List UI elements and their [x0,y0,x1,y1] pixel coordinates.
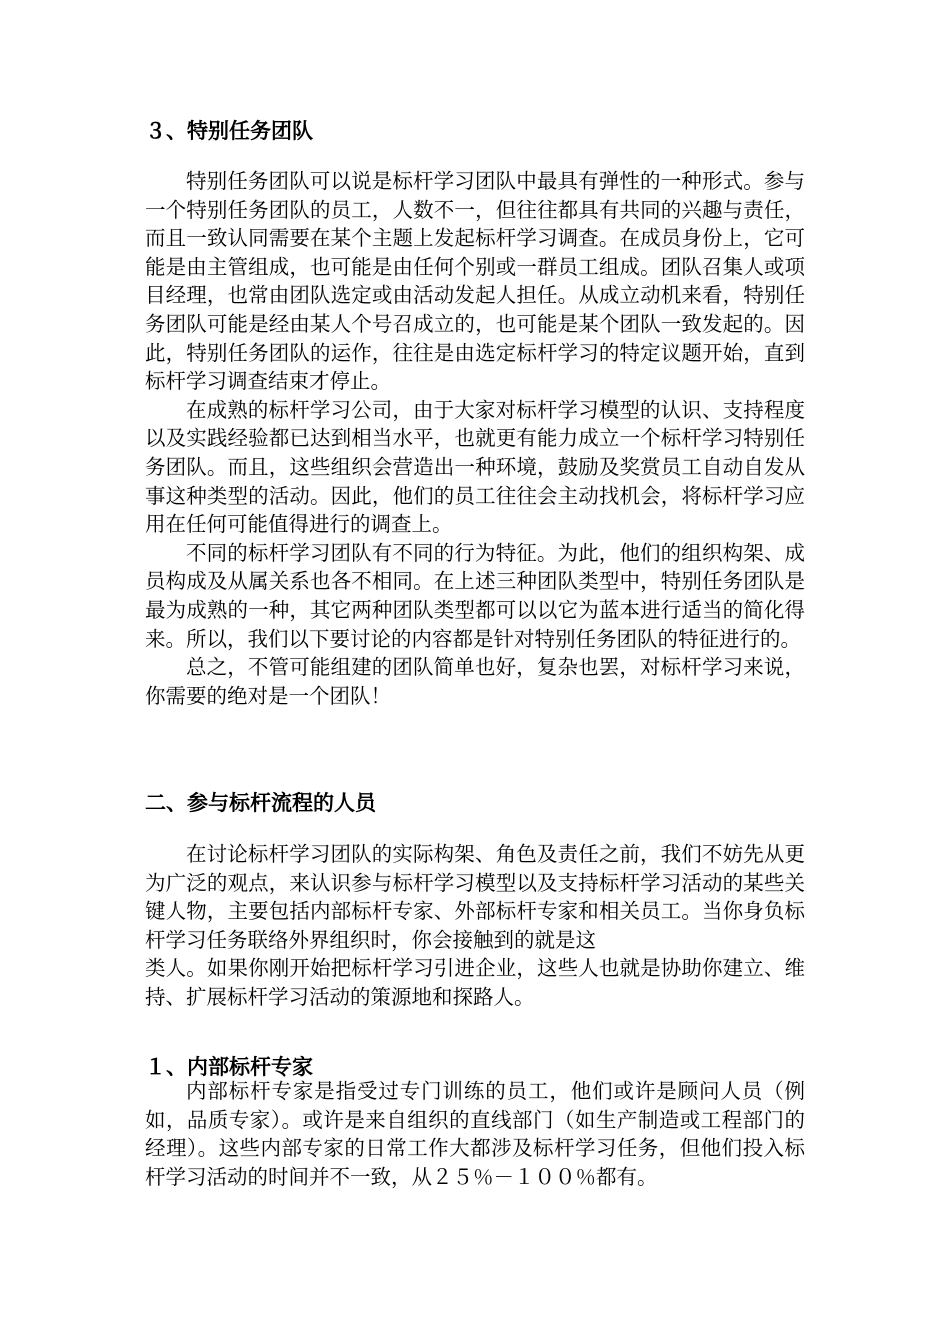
section-heading-special-task-team: ３、特别任务团队 [145,119,313,143]
paragraph: 在讨论标杆学习团队的实际构架、角色及责任之前，我们不妨先从更为广泛的观点，来认识参与标杆学习模型以及支持标杆学习活动的某些关键人物，主要包括内部标杆专家、外部标杆专家和相关员工。当你身负标杆学习任务联络外界组织时，你会接触到的就是这 [145,842,805,952]
section-body-internal-experts [145,1077,805,1191]
paragraph: 在成熟的标杆学习公司，由于大家对标杆学习模型的认识、支持程度以及实践经验都已达到相当水平，也就更有能力成立一个标杆学习特别任务团队。而且，这些组织会营造出一种环境，鼓励及奖赏员工自动自发从事这种类型的活动。因此，他们的员工往往会主动找机会，将标杆学习应用在任何可能值得进行的调查上。 [145,397,805,537]
paragraph: 特别任务团队可以说是标杆学习团队中最具有弹性的一种形式。参与一个特别任务团队的员工，人数不一，但往往都具有共同的兴趣与责任，而且一致认同需要在某个主题上发起标杆学习调查。在成员身份上，它可能是由主管组成，也可能是由任何个别或一群员工组成。团队召集人或项目经理，也常由团队选定或由活动发起人担任。从成立动机来看，特别任务团队可能是经由某人个号召成立的，也可能是某个团队一致发起的。因此，特别任务团队的运作，往往是由选定标杆学习的特定议题开始，直到标杆学习调查结束才停止。 [145,169,805,394]
paragraph: 类人。如果你刚开始把标杆学习引进企业，这些人也就是协助你建立、维持、扩展标杆学习活动的策源地和探路人。 [145,956,805,1009]
paragraph: 不同的标杆学习团队有不同的行为特征。为此，他们的组织构架、成员构成及从属关系也各不相同。在上述三种团队类型中，特别任务团队是最为成熟的一种，其它两种团队类型都可以以它为蓝本进行适当的简化得来。所以，我们以下要讨论的内容都是针对特别任务团队的特征进行的。 [145,540,805,651]
section-body-benchmark-participants [145,840,805,1012]
section-heading-internal-experts: １、内部标杆专家 [145,1055,313,1079]
paragraph: 总之，不管可能组建的团队简单也好，复杂也罢，对标杆学习来说，你需要的绝对是一个团队！ [145,655,805,708]
section-body-special-task-team [145,167,805,710]
section-heading-benchmark-participants: 二、参与标杆流程的人员 [145,791,376,815]
paragraph: 内部标杆专家是指受过专门训练的员工，他们或许是顾问人员（例如，品质专家）。或许是来自组织的直线部门（如生产制造或工程部门的经理）。这些内部专家的日常工作大都涉及标杆学习任务，但他们投入标杆学习活动的时间并不一致，从２５％－１００％都有。 [145,1079,805,1189]
